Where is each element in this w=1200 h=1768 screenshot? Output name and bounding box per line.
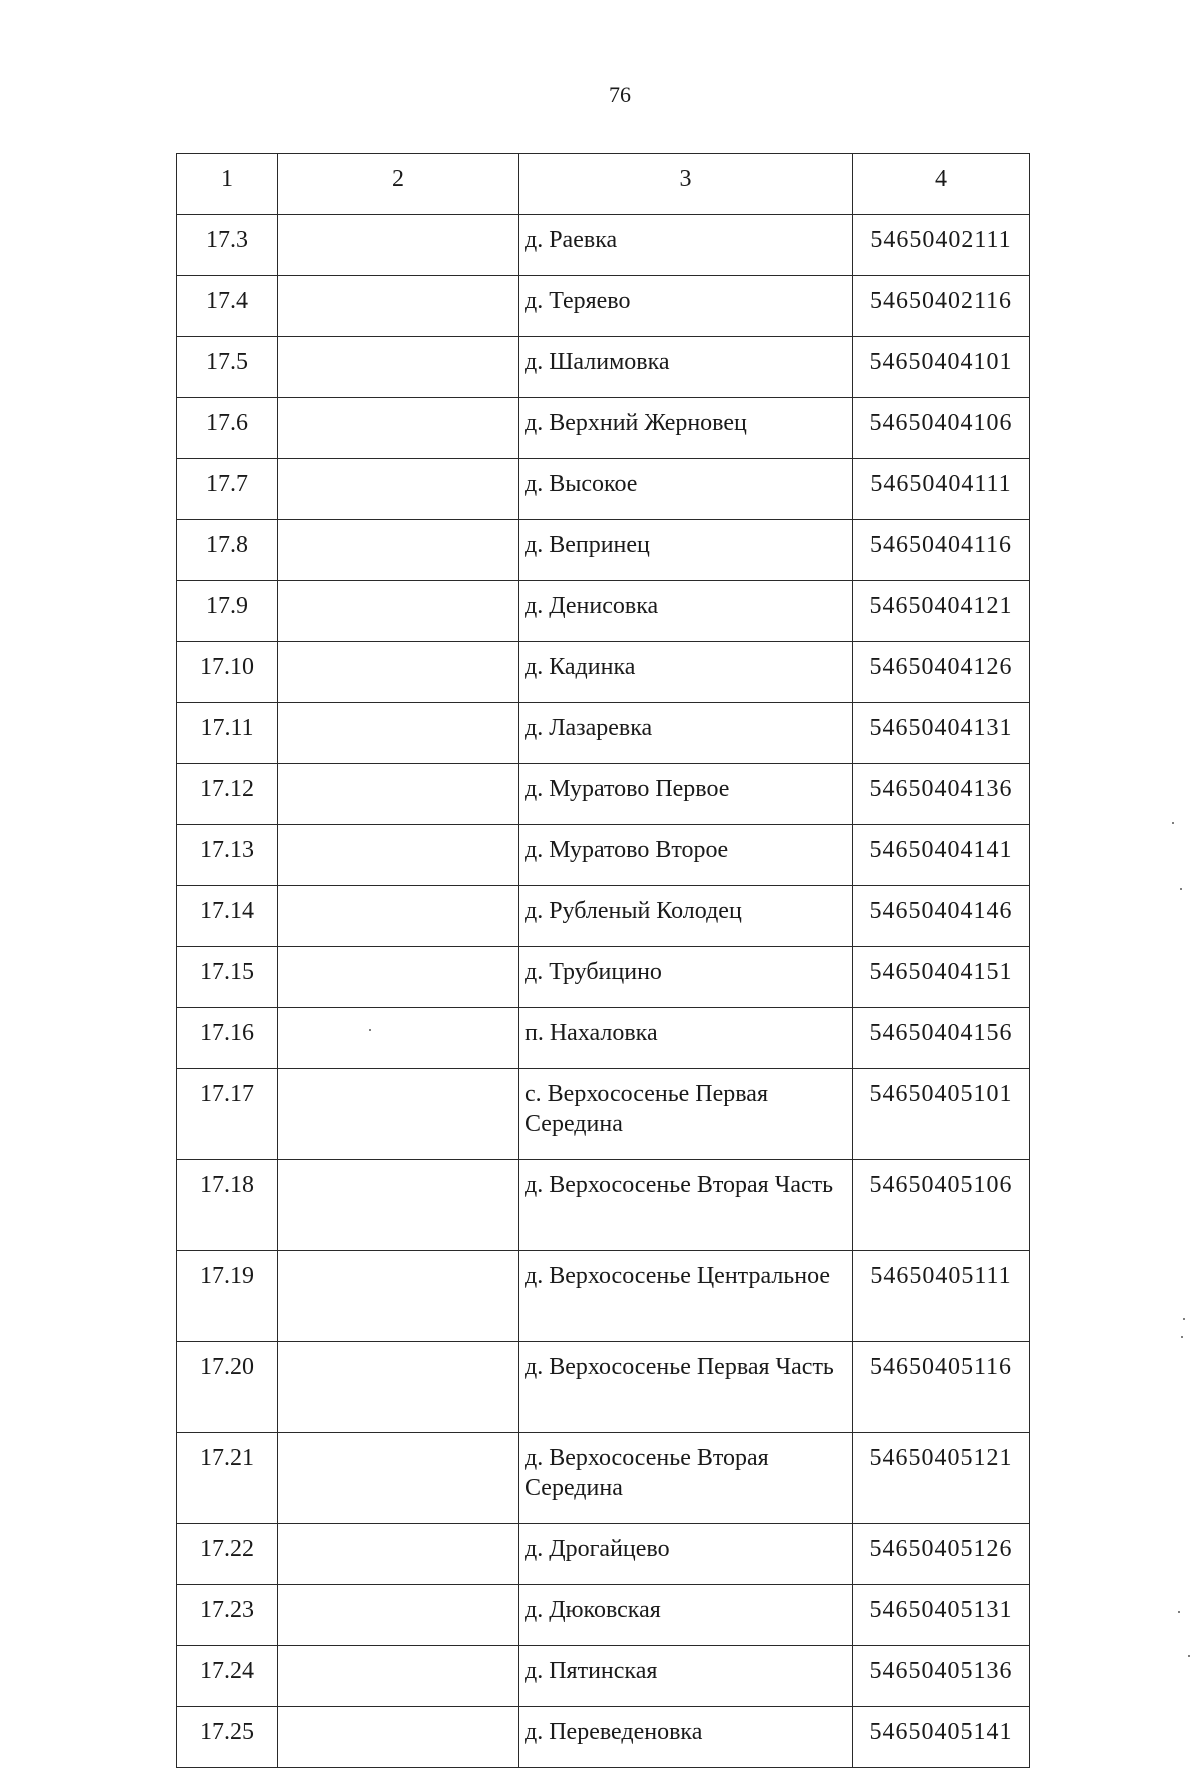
- table-row: [177, 1524, 1030, 1585]
- table-row: [177, 337, 1030, 398]
- column-2-cell: [278, 276, 519, 337]
- row-number-cell: 17.13: [177, 825, 278, 886]
- oktmo-code-cell: 54650404151: [853, 947, 1030, 1008]
- settlement-name-cell: д. Дюковская: [519, 1585, 853, 1646]
- row-number-cell: 17.20: [177, 1342, 278, 1433]
- column-2-cell: [278, 1524, 519, 1585]
- oktmo-code-cell: 54650404156: [853, 1008, 1030, 1069]
- column-2-cell: [278, 1008, 519, 1069]
- settlement-name-cell: д. Рубленый Колодец: [519, 886, 853, 947]
- settlement-name-cell: д. Муратово Первое: [519, 764, 853, 825]
- table-row: [177, 947, 1030, 1008]
- column-2-cell: [278, 520, 519, 581]
- oktmo-code-cell: 54650404141: [853, 825, 1030, 886]
- column-2-cell: [278, 1585, 519, 1646]
- settlement-name-cell: д. Верхний Жерновец: [519, 398, 853, 459]
- settlement-name-cell: д. Переведеновка: [519, 1707, 853, 1768]
- oktmo-code-cell: 54650404131: [853, 703, 1030, 764]
- settlement-name-cell: д. Пятинская: [519, 1646, 853, 1707]
- oktmo-code-cell: 54650404121: [853, 581, 1030, 642]
- oktmo-code-cell: 54650405131: [853, 1585, 1030, 1646]
- settlement-name-cell: д. Вепринец: [519, 520, 853, 581]
- scan-speck: [369, 1029, 371, 1031]
- table-row: [177, 581, 1030, 642]
- row-number-cell: 17.19: [177, 1251, 278, 1342]
- settlement-name-cell: п. Нахаловка: [519, 1008, 853, 1069]
- column-2-cell: [278, 1251, 519, 1342]
- table-row: [177, 459, 1030, 520]
- row-number-cell: 17.9: [177, 581, 278, 642]
- header-cell-3: 3: [519, 154, 853, 215]
- scan-speck: [1181, 1336, 1183, 1338]
- oktmo-code-cell: 54650405126: [853, 1524, 1030, 1585]
- column-2-cell: [278, 581, 519, 642]
- column-2-cell: [278, 1433, 519, 1524]
- row-number-cell: 17.24: [177, 1646, 278, 1707]
- row-number-cell: 17.15: [177, 947, 278, 1008]
- settlement-name-cell: д. Высокое: [519, 459, 853, 520]
- column-2-cell: [278, 703, 519, 764]
- table-row: [177, 764, 1030, 825]
- table-row: [177, 520, 1030, 581]
- row-number-cell: 17.12: [177, 764, 278, 825]
- column-2-cell: [278, 1342, 519, 1433]
- table-row: [177, 886, 1030, 947]
- oktmo-code-cell: 54650402111: [853, 215, 1030, 276]
- oktmo-code-cell: 54650402116: [853, 276, 1030, 337]
- row-number-cell: 17.7: [177, 459, 278, 520]
- row-number-cell: 17.25: [177, 1707, 278, 1768]
- table-header: [177, 154, 1030, 215]
- header-cell-1: 1: [177, 154, 278, 215]
- oktmo-code-cell: 54650405141: [853, 1707, 1030, 1768]
- table-row: [177, 1646, 1030, 1707]
- scan-speck: [1188, 1655, 1190, 1657]
- column-2-cell: [278, 1160, 519, 1251]
- oktmo-code-cell: 54650404111: [853, 459, 1030, 520]
- oktmo-code-cell: 54650405136: [853, 1646, 1030, 1707]
- table-row: [177, 1433, 1030, 1524]
- table-body: [177, 215, 1030, 1768]
- settlement-name-cell: д. Теряево: [519, 276, 853, 337]
- scan-speck: [1183, 1318, 1185, 1320]
- settlement-name-cell: д. Шалимовка: [519, 337, 853, 398]
- table-row: [177, 1585, 1030, 1646]
- table-row: [177, 1251, 1030, 1342]
- table-row: [177, 276, 1030, 337]
- oktmo-code-cell: 54650404101: [853, 337, 1030, 398]
- column-2-cell: [278, 764, 519, 825]
- table-row: [177, 825, 1030, 886]
- row-number-cell: 17.4: [177, 276, 278, 337]
- table-row: [177, 642, 1030, 703]
- table-row: [177, 398, 1030, 459]
- settlement-name-cell: с. Верхососенье Первая Середина: [519, 1069, 853, 1160]
- oktmo-code-cell: 54650405116: [853, 1342, 1030, 1433]
- row-number-cell: 17.5: [177, 337, 278, 398]
- row-number-cell: 17.8: [177, 520, 278, 581]
- oktmo-code-cell: 54650404126: [853, 642, 1030, 703]
- oktmo-code-cell: 54650404146: [853, 886, 1030, 947]
- row-number-cell: 17.18: [177, 1160, 278, 1251]
- oktmo-code-cell: 54650404116: [853, 520, 1030, 581]
- scan-speck: [1180, 888, 1182, 890]
- settlements-table: [176, 153, 1030, 1768]
- row-number-cell: 17.14: [177, 886, 278, 947]
- table-row: [177, 1069, 1030, 1160]
- scan-speck: [1178, 1611, 1180, 1613]
- table-row: [177, 1160, 1030, 1251]
- column-2-cell: [278, 1069, 519, 1160]
- column-2-cell: [278, 398, 519, 459]
- table-row: [177, 1008, 1030, 1069]
- settlement-name-cell: д. Денисовка: [519, 581, 853, 642]
- row-number-cell: 17.3: [177, 215, 278, 276]
- row-number-cell: 17.22: [177, 1524, 278, 1585]
- row-number-cell: 17.17: [177, 1069, 278, 1160]
- table-row: [177, 703, 1030, 764]
- settlement-name-cell: д. Верхососенье Центральное: [519, 1251, 853, 1342]
- column-2-cell: [278, 947, 519, 1008]
- settlement-name-cell: д. Кадинка: [519, 642, 853, 703]
- header-cell-4: 4: [853, 154, 1030, 215]
- header-row: [177, 154, 1030, 215]
- column-2-cell: [278, 886, 519, 947]
- column-2-cell: [278, 459, 519, 520]
- oktmo-code-cell: 54650404136: [853, 764, 1030, 825]
- oktmo-code-cell: 54650405111: [853, 1251, 1030, 1342]
- table-row: [177, 1342, 1030, 1433]
- settlement-name-cell: д. Раевка: [519, 215, 853, 276]
- scan-speck: [1172, 822, 1174, 824]
- settlement-name-cell: д. Верхососенье Вторая Середина: [519, 1433, 853, 1524]
- column-2-cell: [278, 642, 519, 703]
- row-number-cell: 17.10: [177, 642, 278, 703]
- column-2-cell: [278, 337, 519, 398]
- row-number-cell: 17.16: [177, 1008, 278, 1069]
- column-2-cell: [278, 1707, 519, 1768]
- table-row: [177, 215, 1030, 276]
- settlement-name-cell: д. Лазаревка: [519, 703, 853, 764]
- table-row: [177, 1707, 1030, 1768]
- column-2-cell: [278, 825, 519, 886]
- row-number-cell: 17.11: [177, 703, 278, 764]
- row-number-cell: 17.21: [177, 1433, 278, 1524]
- oktmo-code-cell: 54650405121: [853, 1433, 1030, 1524]
- header-cell-2: 2: [278, 154, 519, 215]
- oktmo-code-cell: 54650405106: [853, 1160, 1030, 1251]
- oktmo-code-cell: 54650405101: [853, 1069, 1030, 1160]
- row-number-cell: 17.23: [177, 1585, 278, 1646]
- settlement-name-cell: д. Трубицино: [519, 947, 853, 1008]
- page-number: 76: [609, 82, 631, 107]
- settlement-name-cell: д. Верхососенье Вторая Часть: [519, 1160, 853, 1251]
- settlement-name-cell: д. Дрогайцево: [519, 1524, 853, 1585]
- settlement-name-cell: д. Муратово Вторoе: [519, 825, 853, 886]
- oktmo-code-cell: 54650404106: [853, 398, 1030, 459]
- settlement-name-cell: д. Верхососенье Первая Часть: [519, 1342, 853, 1433]
- column-2-cell: [278, 1646, 519, 1707]
- row-number-cell: 17.6: [177, 398, 278, 459]
- column-2-cell: [278, 215, 519, 276]
